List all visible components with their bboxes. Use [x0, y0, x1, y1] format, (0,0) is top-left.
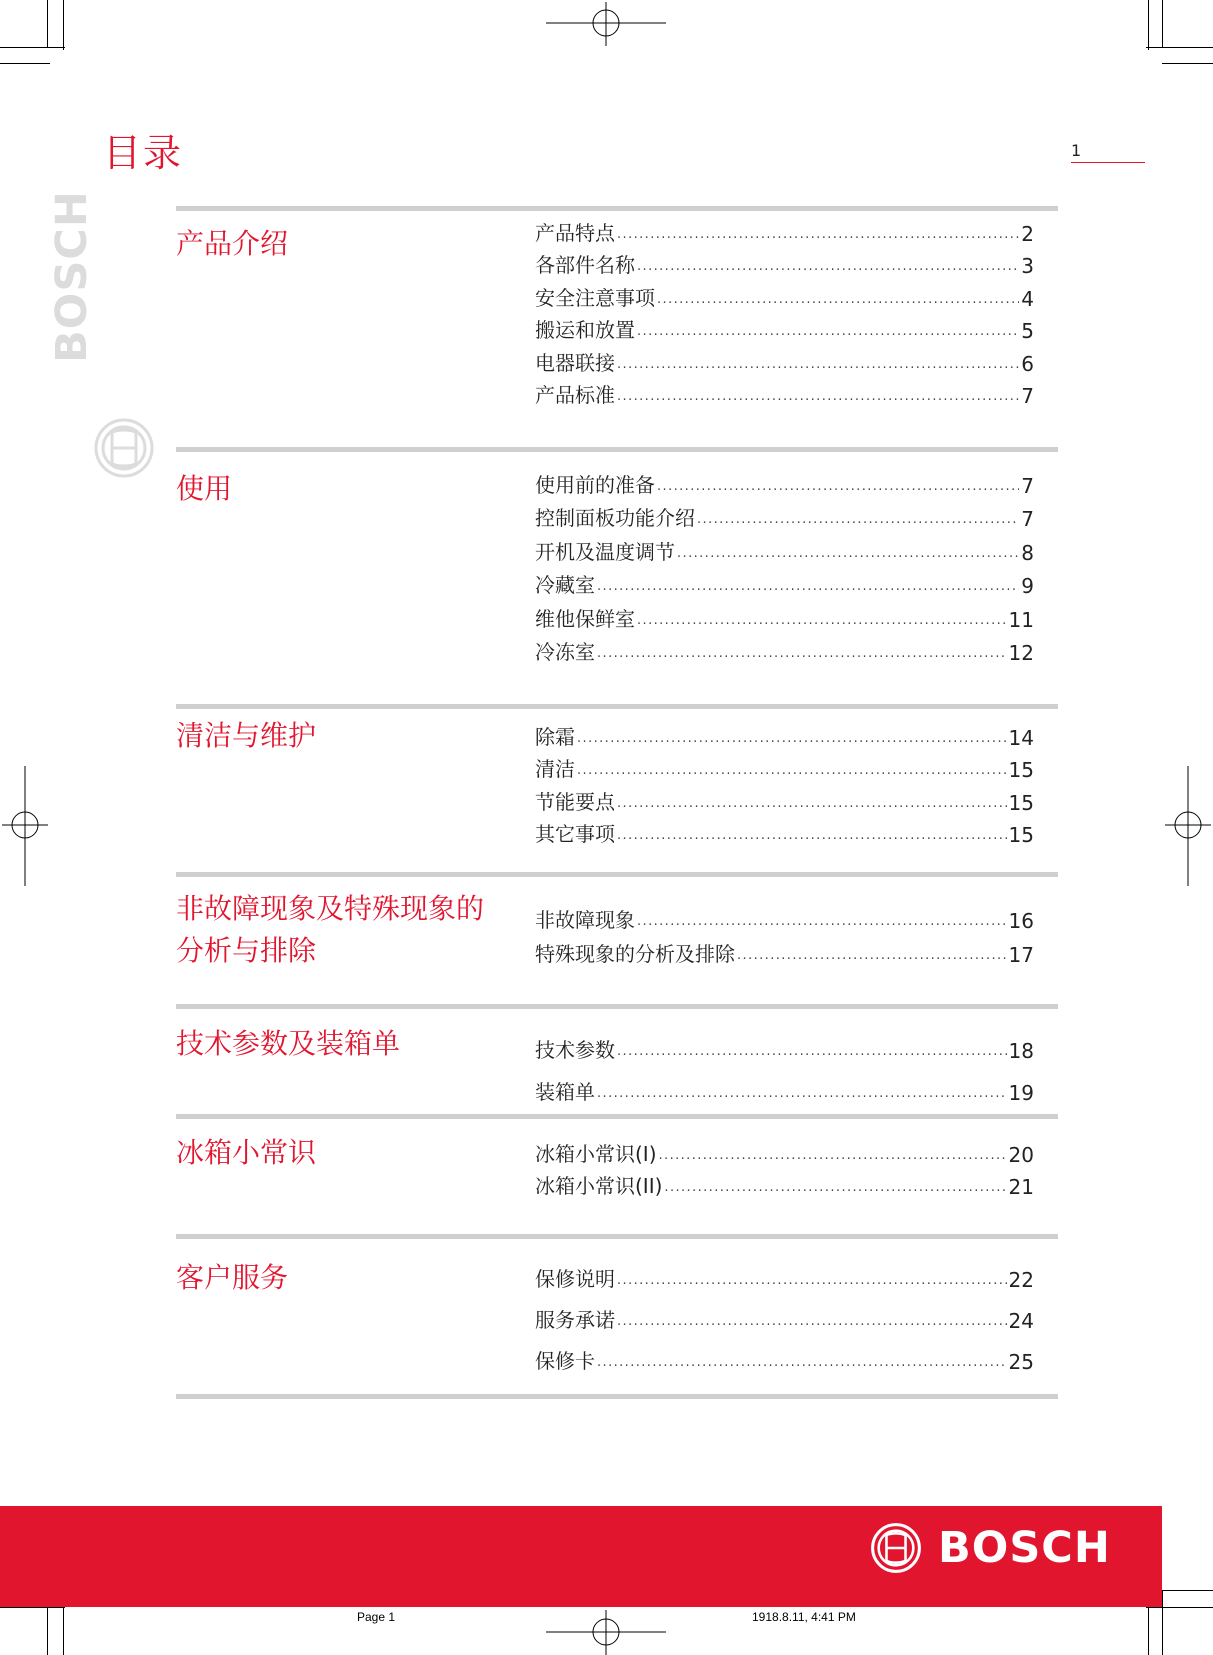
- section-title-line: 冰箱小常识: [176, 1136, 317, 1169]
- toc-entry-label: 冷冻室: [535, 640, 595, 664]
- section-title: [176, 888, 484, 972]
- dot-leader: [637, 325, 1019, 339]
- page-title: 目录: [103, 131, 184, 175]
- section-title: [176, 1132, 316, 1174]
- crop-mark: [47, 0, 48, 48]
- toc-entry-page: 15: [1008, 823, 1034, 847]
- dot-leader: [677, 547, 1019, 561]
- section-title-line: 产品介绍: [176, 227, 289, 260]
- crop-mark: [1148, 0, 1149, 50]
- page-number: 1: [1071, 142, 1145, 163]
- toc-entry-page: 4: [1021, 286, 1034, 311]
- section-title-line: 技术参数及装箱单: [176, 1027, 401, 1060]
- toc-list: [535, 464, 1034, 665]
- section-title: [176, 1023, 400, 1065]
- toc-entry[interactable]: [535, 343, 1034, 376]
- toc-entry[interactable]: [535, 213, 1034, 246]
- toc-entry[interactable]: [535, 1021, 1034, 1063]
- toc-entry-label: 电器联接: [535, 350, 615, 375]
- toc-section: [176, 1234, 1058, 1399]
- toc-entry[interactable]: [535, 1292, 1034, 1333]
- toc-entry-page: 22: [1008, 1268, 1034, 1292]
- toc-section: [176, 872, 1058, 1005]
- toc-entry[interactable]: [535, 717, 1034, 750]
- toc-entry[interactable]: [535, 1251, 1034, 1292]
- dot-leader: [617, 1045, 1007, 1059]
- section-title-line: 非故障现象及特殊现象的: [176, 892, 485, 925]
- toc-entry-page: 24: [1008, 1309, 1034, 1333]
- toc-list: [535, 1135, 1034, 1199]
- crop-mark: [1162, 1590, 1163, 1655]
- toc-entry[interactable]: [535, 565, 1034, 599]
- toc-entry[interactable]: [535, 246, 1034, 279]
- toc-entry-label: 控制面板功能介绍: [535, 506, 695, 530]
- dot-leader: [617, 1315, 1007, 1329]
- dot-leader: [657, 293, 1019, 307]
- toc-entry-label: 节能要点: [535, 789, 615, 814]
- dot-leader: [697, 513, 1019, 527]
- dot-leader: [659, 1149, 1007, 1163]
- toc-entry-page: 3: [1021, 254, 1034, 278]
- crop-mark: [1148, 1605, 1149, 1655]
- toc-entry[interactable]: [535, 1333, 1034, 1374]
- toc-entry-label: 冰箱小常识(I): [535, 1142, 657, 1166]
- dot-leader: [617, 1274, 1007, 1288]
- toc-entry[interactable]: [535, 531, 1034, 565]
- toc-entry-label: 除霜: [535, 724, 575, 749]
- crop-mark: [1162, 1590, 1213, 1591]
- bosch-armature-icon: [94, 418, 154, 478]
- toc-entry-page: 2: [1021, 221, 1034, 246]
- section-title: [176, 223, 288, 265]
- dot-leader: [617, 390, 1019, 404]
- toc-entry[interactable]: [535, 899, 1034, 933]
- toc-section: [176, 1004, 1058, 1119]
- toc-entry-label: 保修说明: [535, 1267, 615, 1291]
- crop-mark: [1162, 63, 1213, 64]
- dot-leader: [637, 614, 1007, 628]
- toc-entry-label: 搬运和放置: [535, 318, 635, 342]
- toc-entry[interactable]: [535, 750, 1034, 783]
- footer-brand-wordmark: BOSCH: [938, 1523, 1111, 1573]
- toc-entry-label: 装箱单: [535, 1080, 595, 1104]
- dot-leader: [637, 915, 1007, 929]
- dot-leader: [657, 480, 1019, 494]
- crop-mark: [0, 63, 50, 64]
- dot-leader: [597, 1087, 1007, 1101]
- toc-list: [535, 717, 1034, 847]
- dot-leader: [617, 358, 1019, 372]
- toc-entry[interactable]: [535, 782, 1034, 815]
- crop-mark: [1162, 0, 1163, 48]
- toc-entry-label: 产品标准: [535, 383, 615, 407]
- crop-mark: [1146, 47, 1213, 48]
- toc-section: [176, 206, 1058, 447]
- toc-entry-page: 20: [1008, 1143, 1034, 1167]
- crop-mark: [63, 0, 64, 50]
- toc-list: [535, 213, 1034, 408]
- toc-entry-label: 其它事项: [535, 822, 615, 846]
- print-page-label: Page 1: [357, 1610, 396, 1624]
- dot-leader: [597, 1356, 1007, 1370]
- dot-leader: [577, 732, 1007, 746]
- section-title: [176, 715, 316, 757]
- crop-mark: [0, 47, 65, 48]
- section-title-line: 使用: [176, 472, 233, 505]
- toc-entry-page: 6: [1021, 351, 1034, 376]
- toc-entry-page: 14: [1008, 725, 1034, 750]
- toc-entry-label: 使用前的准备: [535, 472, 655, 497]
- dot-leader: [737, 949, 1007, 963]
- toc-entry-label: 清洁: [535, 757, 575, 781]
- section-divider: [176, 1394, 1058, 1399]
- toc-entry-page: 7: [1021, 473, 1034, 498]
- toc-entry-label: 冷藏室: [535, 573, 595, 597]
- toc-list: [535, 899, 1034, 967]
- toc-entry-page: 17: [1008, 943, 1034, 967]
- registration-mark-icon: [2, 766, 48, 886]
- toc-entry-label: 服务承诺: [535, 1308, 615, 1332]
- section-title-line: 分析与排除: [176, 934, 317, 967]
- toc-entry[interactable]: [535, 1167, 1034, 1199]
- toc-entry[interactable]: [535, 815, 1034, 848]
- toc-entry-page: 12: [1008, 641, 1034, 665]
- toc-entry[interactable]: [535, 498, 1034, 532]
- toc-entry-page: 21: [1008, 1175, 1034, 1199]
- toc-entry-page: 11: [1008, 607, 1034, 632]
- toc-entry-page: 8: [1021, 540, 1034, 565]
- section-title-line: 清洁与维护: [176, 719, 317, 752]
- toc-entry-label: 安全注意事项: [535, 285, 655, 310]
- section-title: [176, 468, 232, 510]
- toc-entry-page: 15: [1008, 758, 1034, 782]
- toc-entry-label: 各部件名称: [535, 253, 635, 277]
- toc-entry-page: 15: [1008, 790, 1034, 815]
- toc-list: [535, 1251, 1034, 1374]
- toc-entry[interactable]: [535, 464, 1034, 498]
- toc-entry-label: 维他保鲜室: [535, 606, 635, 631]
- toc-entry[interactable]: [535, 598, 1034, 632]
- toc-entry-label: 保修卡: [535, 1349, 595, 1373]
- toc-entry-label: 技术参数: [535, 1038, 615, 1062]
- dot-leader: [597, 647, 1007, 661]
- toc-entry-page: 9: [1021, 574, 1034, 598]
- toc-entry-page: 5: [1021, 319, 1034, 343]
- toc-entry[interactable]: [535, 376, 1034, 409]
- toc-entry[interactable]: [535, 933, 1034, 967]
- toc-entry-page: 18: [1008, 1039, 1034, 1063]
- toc-entry-label: 开机及温度调节: [535, 539, 675, 564]
- toc-section: [176, 704, 1058, 874]
- toc-entry[interactable]: [535, 1135, 1034, 1167]
- section-title-line: 客户服务: [176, 1261, 289, 1294]
- dot-leader: [577, 764, 1007, 778]
- footer-logo: [870, 1522, 1111, 1574]
- toc-entry-page: 7: [1021, 507, 1034, 531]
- toc-entry-page: 7: [1021, 384, 1034, 408]
- side-brand-wordmark: BOSCH: [47, 190, 97, 363]
- toc-list: [535, 1021, 1034, 1105]
- toc-entry-label: 产品特点: [535, 220, 615, 245]
- toc-entry[interactable]: [535, 278, 1034, 311]
- toc-entry-label: 非故障现象: [535, 908, 635, 932]
- dot-leader: [617, 228, 1019, 242]
- registration-mark-icon: [546, 1610, 666, 1655]
- section-title: [176, 1257, 288, 1299]
- crop-mark: [0, 1607, 65, 1608]
- toc-section: [176, 447, 1058, 702]
- toc-entry[interactable]: [535, 311, 1034, 344]
- dot-leader: [617, 829, 1007, 843]
- toc-section: [176, 1114, 1058, 1239]
- dot-leader: [597, 580, 1019, 594]
- registration-mark-icon: [546, 2, 666, 46]
- toc-entry-label: 特殊现象的分析及排除: [535, 942, 735, 966]
- toc-entry-page: 25: [1008, 1350, 1034, 1374]
- crop-mark: [63, 1605, 64, 1655]
- dot-leader: [617, 797, 1007, 811]
- toc-entry[interactable]: [535, 1063, 1034, 1105]
- dot-leader: [664, 1181, 1006, 1195]
- toc-entry[interactable]: [535, 632, 1034, 666]
- crop-mark: [1146, 1607, 1213, 1608]
- print-timestamp: 1918.8.11, 4:41 PM: [752, 1610, 856, 1624]
- dot-leader: [637, 260, 1019, 274]
- registration-mark-icon: [1165, 766, 1211, 886]
- toc-entry-page: 16: [1008, 909, 1034, 933]
- bosch-armature-icon: [870, 1522, 922, 1574]
- toc-entry-page: 19: [1008, 1081, 1034, 1105]
- toc-entry-label: 冰箱小常识(II): [535, 1174, 663, 1198]
